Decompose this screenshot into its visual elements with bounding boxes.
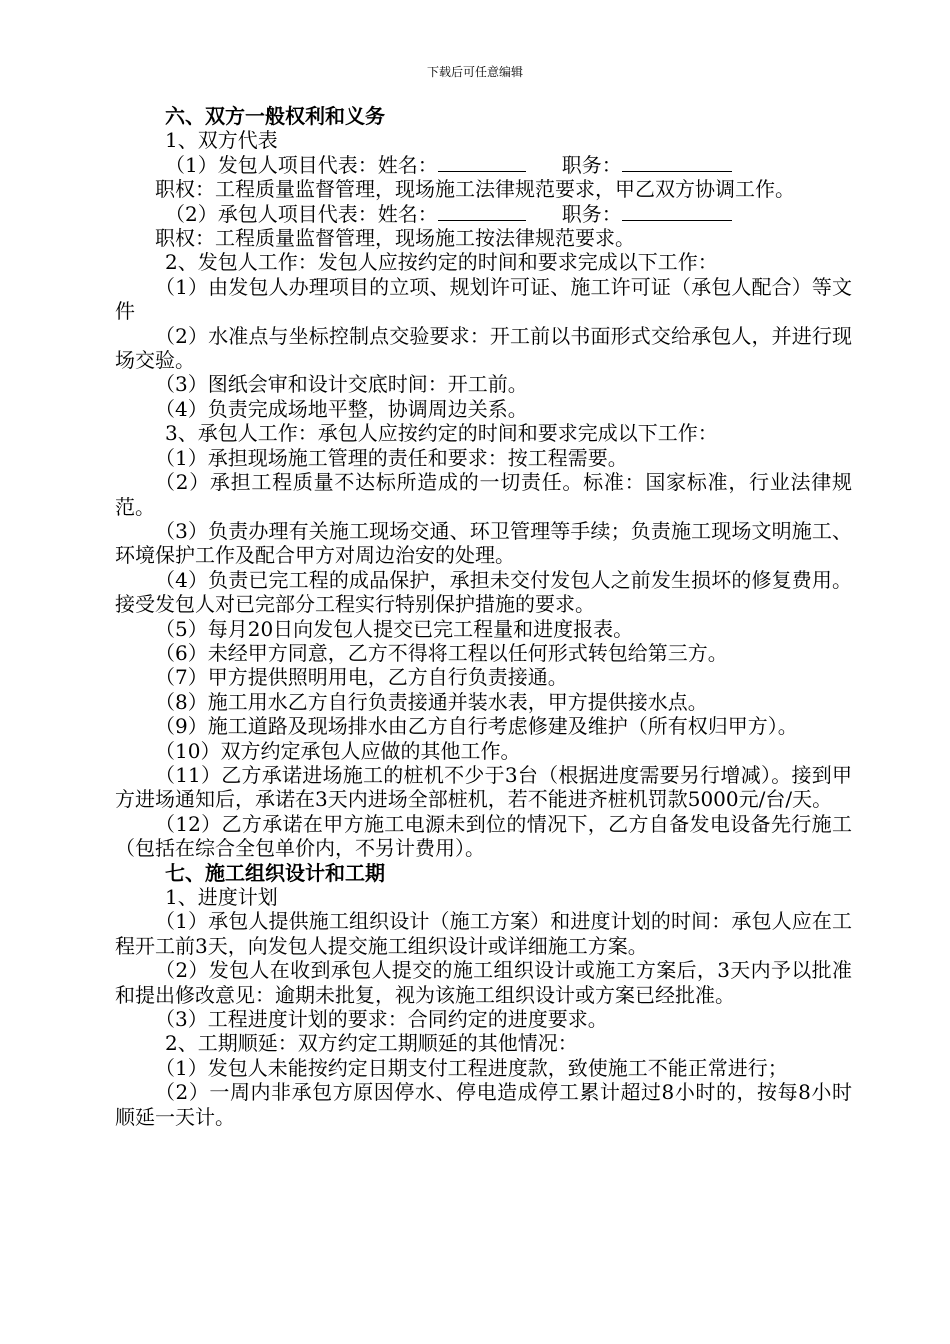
contractor-item: （6）未经甲方同意，乙方不得将工程以任何形式转包给第三方。 xyxy=(155,640,728,665)
employer-rep-label: （1）发包人项目代表：姓名： xyxy=(165,152,438,177)
employer-item: （4）负责完成场地平整，协调周边关系。 xyxy=(155,396,528,421)
contractor-item: （1）承担现场施工管理的责任和要求：按工程需要。 xyxy=(155,445,628,470)
schedule-item: （3）工程进度计划的要求：合同约定的进度要求。 xyxy=(155,1007,608,1032)
contractor-item: （2）承担工程质量不达标所造成的一切责任。标准：国家标准，行业法律规范。 xyxy=(115,470,852,519)
contractor-rep-duty-blank xyxy=(622,202,732,221)
employer-rep-duty-label: 职务： xyxy=(561,152,622,177)
contractor-item: （9）施工道路及现场排水由乙方自行考虑修建及维护（所有权归甲方）。 xyxy=(155,714,798,739)
contractor-item: （7）甲方提供照明用电，乙方自行负责接通。 xyxy=(155,665,568,690)
contractor-rep-name-blank xyxy=(438,202,526,221)
contractor-item: （10）双方约定承包人应做的其他工作。 xyxy=(155,738,521,763)
contractor-authority: 职权：工程质量监督管理，现场施工按法律规范要求。 xyxy=(155,226,635,251)
section7-2-title: 2、工期顺延：双方约定工期顺延的其他情况： xyxy=(165,1031,578,1056)
employer-item: （2）水准点与坐标控制点交验要求：开工前以书面形式交给承包人，并进行现场交验。 xyxy=(115,323,852,373)
header-watermark: 下载后可任意编辑 xyxy=(426,65,523,79)
extension-item: （1）发包人未能按约定日期支付工程进度款，致使施工不能正常进行； xyxy=(155,1055,788,1080)
contractor-item: （8）施工用水乙方自行负责接通并装水表，甲方提供接水点。 xyxy=(155,689,708,714)
contractor-item: （5）每月20日向发包人提交已完工程量和进度报表。 xyxy=(155,616,634,641)
employer-rep-duty-blank xyxy=(622,153,732,172)
document-body xyxy=(115,104,852,1129)
section6-title: 六、双方一般权利和义务 xyxy=(165,104,385,128)
section7-title: 七、施工组织设计和工期 xyxy=(165,860,385,885)
section6-1-title: 1、双方代表 xyxy=(165,128,278,153)
contractor-rep-label: （2）承包人项目代表：姓名： xyxy=(165,201,438,226)
employer-authority: 职权：工程质量监督管理，现场施工法律规范要求，甲乙双方协调工作。 xyxy=(155,177,795,202)
contractor-item: （11）乙方承诺进场施工的桩机不少于3台（根据进度需要另行增减）。接到甲方进场通知后，承诺在3天内进场全部桩机，若不能进齐桩机罚款5000元/台/天。 xyxy=(115,762,852,812)
contractor-item: （3）负责办理有关施工现场交通、环卫管理等手续；负责施工现场文明施工、环境保护工作及配合甲方对周边治安的处理。 xyxy=(115,518,852,568)
extension-item: （2）一周内非承包方原因停水、停电造成停工累计超过8小时的，按每8小时顺延一天计。 xyxy=(115,1080,852,1129)
schedule-item: （1）承包人提供施工组织设计（施工方案）和进度计划的时间：承包人应在工程开工前3天，向发包人提交施工组织设计或详细施工方案。 xyxy=(115,909,852,958)
employer-item: （3）图纸会审和设计交底时间：开工前。 xyxy=(155,372,528,397)
section6-3-title: 3、承包人工作：承包人应按约定的时间和要求完成以下工作： xyxy=(165,421,718,446)
employer-rep-name-blank xyxy=(438,153,526,172)
contractor-rep-line xyxy=(115,202,852,226)
schedule-item: （2）发包人在收到承包人提交的施工组织设计或施工方案后，3天内予以批准和提出修改意见：逾期未批复，视为该施工组织设计或方案已经批准。 xyxy=(115,958,852,1007)
employer-rep-line xyxy=(115,153,852,177)
employer-item: （1）由发包人办理项目的立项、规划许可证、施工许可证（承包人配合）等文件 xyxy=(115,274,852,324)
section7-1-title: 1、进度计划 xyxy=(165,885,278,909)
section6-2-title: 2、发包人工作：发包人应按约定的时间和要求完成以下工作： xyxy=(165,250,718,275)
contractor-rep-duty-label: 职务： xyxy=(561,201,622,226)
contractor-item: （12）乙方承诺在甲方施工电源未到位的情况下，乙方自备发电设备先行施工（包括在综合全包单价内，不另计费用）。 xyxy=(115,811,852,861)
contractor-item: （4）负责已完工程的成品保护，承担未交付发包人之前发生损坏的修复费用。接受发包人对已完部分工程实行特别保护措施的要求。 xyxy=(115,567,852,617)
